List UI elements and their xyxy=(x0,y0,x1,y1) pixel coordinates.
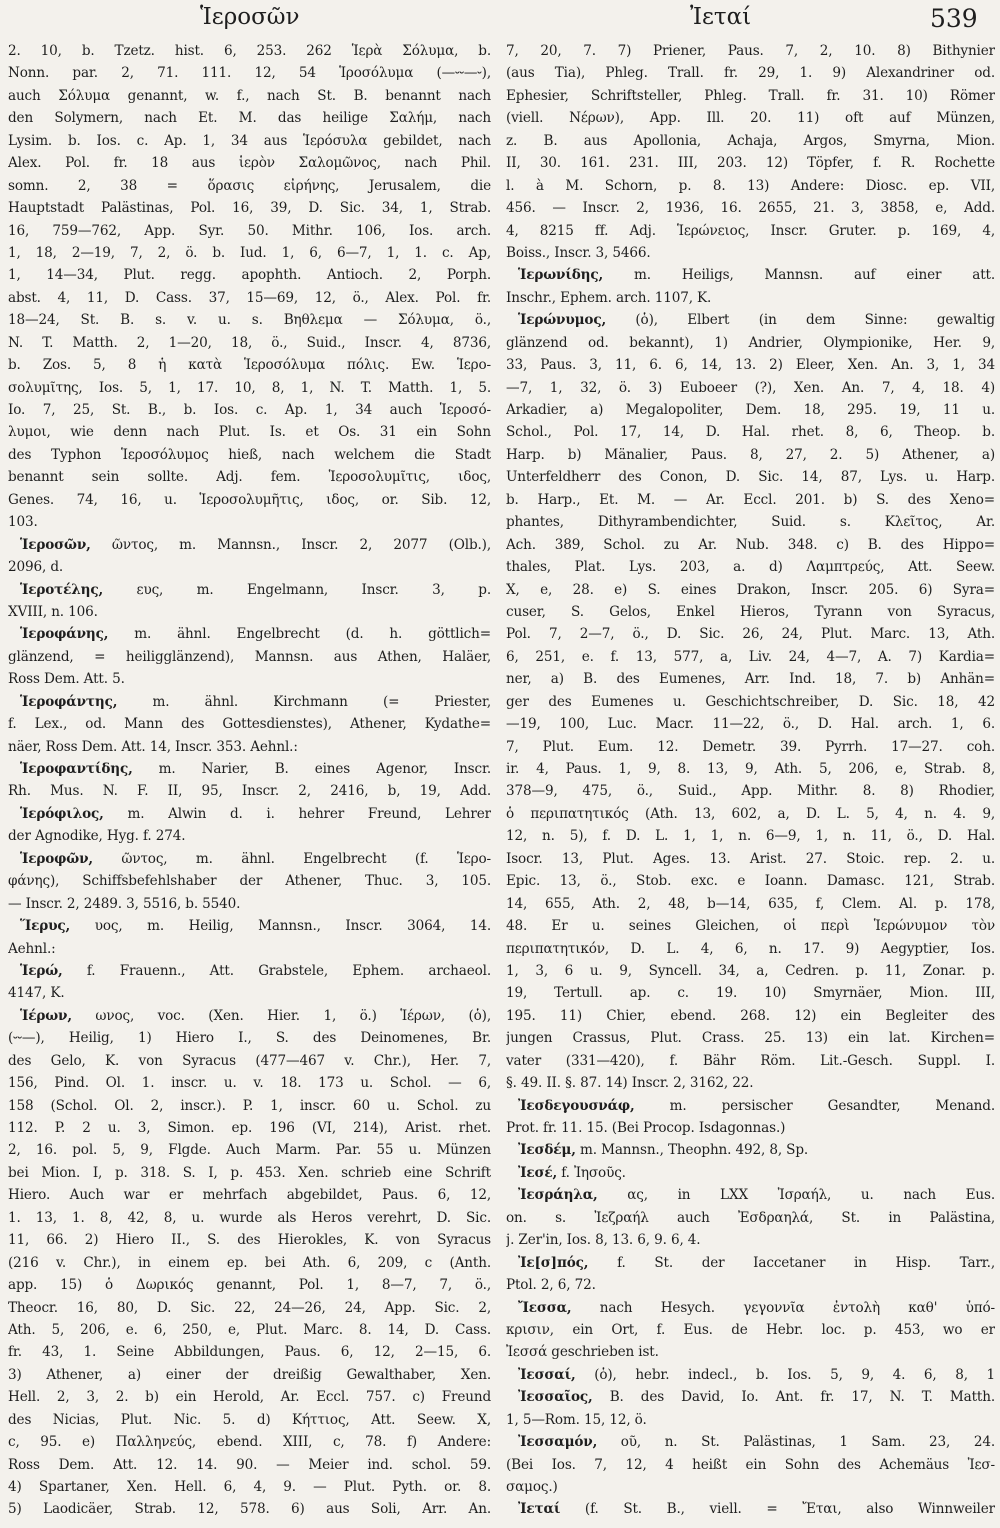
line-text: σαμος.) xyxy=(506,1479,558,1495)
line-text: (216 v. Chr.), in einem ep. bei Ath. 6, 209, c (Anth. xyxy=(8,1254,491,1271)
line-text: Isocr. 13, Plut. Ages. 13. Arist. 27. Stoic. rep. 2. u. xyxy=(506,850,995,867)
text-line xyxy=(8,803,491,825)
text-line xyxy=(8,623,491,645)
line-text: 456. — Inscr. 2, 1936, 16. 2655, 21. 3, 3858, e, Add. xyxy=(506,200,995,217)
running-head-left: Ἱεροσῶν xyxy=(200,4,300,30)
line-text: bei Mion. I, p. 318. S. I, p. 453. Xen. schrieb eine Schrift xyxy=(8,1164,491,1181)
text-line xyxy=(8,938,491,960)
line-text: m. persischer Gesandter, Menand. xyxy=(634,1097,995,1114)
line-text: λυμοι, wie denn nach Plut. Is. et Os. 31 ein Sohn xyxy=(8,424,491,441)
headword: Ἱερωνίδης, xyxy=(518,267,604,284)
text-line xyxy=(506,152,995,174)
line-text: Hiero. Auch war er mehrfach abgebildet, Paus. 6, 12, xyxy=(8,1187,491,1204)
text-line xyxy=(8,1386,491,1408)
text-line xyxy=(8,1072,491,1094)
text-line xyxy=(506,107,995,129)
text-line xyxy=(506,1476,995,1498)
line-text: περιπατητικόν, D. L. 4, 6, n. 17. 9) Aegyptier, Ios. xyxy=(506,940,995,957)
text-line xyxy=(8,197,491,219)
line-text: jungen Crassus, Plut. Crass. 25. 13) ein lat. Kirchen= xyxy=(506,1030,995,1047)
text-line xyxy=(8,1162,491,1184)
line-text: 1. 13, 1. 8, 42, 8, u. wurde als Heros verehrt, D. Sic. xyxy=(8,1209,491,1226)
line-text: app. 15) ὁ Δωρικός genannt, Pol. 1, 8—7, 7, ö., xyxy=(8,1277,491,1294)
text-line xyxy=(506,1252,995,1274)
text-line xyxy=(8,1409,491,1431)
text-line xyxy=(8,354,491,376)
headword: Ἱεροσῶν, xyxy=(20,536,91,553)
headword: Ἰεταί xyxy=(518,1501,561,1518)
line-text: 1, 18, 2—19, 7, 2, ö. b. Iud. 1, 6, 6—7, 1, 1. c. Ap, xyxy=(8,244,491,261)
line-text: κρισιν, ein Ort, f. Eus. de Hebr. loc. p. 453, wo er xyxy=(506,1321,995,1338)
text-line xyxy=(8,287,491,309)
text-line xyxy=(506,1319,995,1341)
line-text: B. des David, Io. Ant. fr. 17, N. T. Matth. xyxy=(592,1389,995,1406)
line-text: —19, 100, Luc. Macr. 11—22, ö., D. Hal. arch. 1, 6. xyxy=(506,716,995,733)
text-line xyxy=(506,242,995,264)
line-text: 16, 759—762, App. Syr. 50. Mithr. 106, Ios. arch. xyxy=(8,222,491,239)
headword: Ἱεροτέλης, xyxy=(20,581,104,598)
text-line xyxy=(506,1409,995,1431)
headword: Ἰεσσαί, xyxy=(518,1366,576,1383)
line-text: Ach. 389, Schol. zu Ar. Nub. 348. c) B. des Hippo= xyxy=(506,536,995,553)
text-line xyxy=(8,1095,491,1117)
text-line xyxy=(506,736,995,758)
line-text: Epic. 13, ö., Stob. exc. e Ioann. Damasc. 121, Strab. xyxy=(506,873,995,890)
line-text: f. Frauenn., Att. Grabstele, Ephem. archaeol. xyxy=(62,962,491,979)
line-text: c, 95. e) Παλληνεύς, ebend. XIII, c, 78. f) Andere: xyxy=(8,1434,491,1451)
text-line xyxy=(506,668,995,690)
text-line xyxy=(8,1229,491,1251)
line-text: l. à M. Schorn, p. 8. 13) Andere: Diosc. ep. VII, xyxy=(506,177,995,194)
text-line xyxy=(506,713,995,735)
headword: Ἰεσδεγουσνάφ, xyxy=(518,1097,635,1114)
text-line xyxy=(8,1498,491,1520)
text-line xyxy=(506,40,995,62)
text-line xyxy=(8,1341,491,1363)
headword: Ἱερώνυμος, xyxy=(518,312,607,329)
text-line xyxy=(506,1184,995,1206)
text-line xyxy=(8,534,491,556)
text-line xyxy=(8,1027,491,1049)
line-text: phantes, Dithyrambendichter, Suid. s. Κλεῖτος, Ar. xyxy=(506,514,995,531)
text-line xyxy=(506,1072,995,1094)
line-text: Rh. Mus. N. F. II, 95, Inscr. 2, 2416, b, 19, Add. xyxy=(8,783,491,800)
line-text: 112. P. 2 u. 3, Simon. ep. 196 (VI, 214), Arist. rhet. xyxy=(8,1120,491,1136)
line-text: benannt sein sollte. Adj. fem. Ἱεροσολυμῖτις, ιδος, xyxy=(8,469,491,486)
line-text: Prot. fr. 11. 15. (Bei Procop. Isdagonnas.) xyxy=(506,1120,786,1136)
line-text: m. Heiligs, Mannsn. auf einer att. xyxy=(603,267,995,284)
line-text: ας, in LXX Ἰσραήλ, u. nach Eus. xyxy=(597,1187,995,1204)
line-text: f. St. der Iaccetaner in Hisp. Tarr., xyxy=(588,1254,995,1271)
line-text: glänzend, = heiligglänzend), Mannsn. aus Athen, Haläer, xyxy=(8,648,491,665)
line-text: (f. St. B., viell. = Ἔται, also Winnweiler xyxy=(560,1501,995,1518)
line-text: II, 30. 161. 231. III, 203. 12) Töpfer, f. R. Rochette xyxy=(506,155,995,172)
line-text: 158 (Schol. Ol. 2, inscr.). P. 1, inscr. 60 u. Schol. zu xyxy=(8,1097,491,1114)
text-line xyxy=(8,175,491,197)
text-line xyxy=(8,220,491,242)
line-text: on. s. Ἰεζραήλ auch Ἐσδραηλά, St. in Palästina, xyxy=(506,1209,995,1226)
text-line xyxy=(8,1207,491,1229)
line-text: ῶντος, m. Mannsn., Inscr. 2, 2077 (Olb.), xyxy=(90,536,491,553)
text-line xyxy=(506,466,995,488)
text-line xyxy=(506,130,995,152)
line-text: 1, 5—Rom. 15, 12, ö. xyxy=(506,1411,647,1428)
line-text: —7, 1, 32, ö. 3) Euboeer (?), Xen. An. 7, 4, 18. 4) xyxy=(506,379,995,396)
line-text: 2. 10, b. Tzetz. hist. 6, 253. 262 Ἱερὰ Σόλυμα, b. xyxy=(8,43,491,59)
text-line xyxy=(8,1454,491,1476)
line-text: Arkadier, a) Megalopoliter, Dem. 18, 295. 19, 11 u. xyxy=(506,402,995,418)
line-text: 4) Spartaner, Xen. Hell. 6, 4, 9. — Plut. Pyth. or. 8. xyxy=(8,1479,491,1495)
text-line xyxy=(506,938,995,960)
text-line xyxy=(8,62,491,84)
text-line xyxy=(8,466,491,488)
headword: Ἱεροφάνης, xyxy=(20,626,109,643)
text-line xyxy=(8,1139,491,1161)
text-line xyxy=(8,1252,491,1274)
text-line xyxy=(506,1027,995,1049)
line-text: fr. 43, 1. Seine Abbildungen, Paus. 6, 12, 2—15, 6. xyxy=(8,1344,491,1361)
line-text: ῶντος, m. ähnl. Engelbrecht (f. Ἱερο- xyxy=(92,850,491,867)
line-text: ευς, m. Engelmann, Inscr. 3, p. xyxy=(103,581,491,598)
text-line xyxy=(8,1274,491,1296)
line-text: Io. 7, 25, St. B., b. Ios. c. Ap. 1, 34 auch Ἱεροσό- xyxy=(8,402,491,418)
line-text: m. ähnl. Engelbrecht (d. h. göttlich= xyxy=(108,626,491,643)
line-text: f. Lex., od. Mann des Gottesdienstes), Athener, Kydathe= xyxy=(8,716,491,733)
headword: Ἱεροφάντης, xyxy=(20,693,118,710)
line-text: Boiss., Inscr. 3, 5466. xyxy=(506,244,651,261)
text-line xyxy=(506,803,995,825)
text-line xyxy=(506,1297,995,1319)
text-line xyxy=(506,1050,995,1072)
text-line xyxy=(8,1005,491,1027)
line-text: (aus Tia), Phleg. Trall. fr. 29, 1. 9) Alexandriner od. xyxy=(506,65,995,82)
line-text: φάνης), Schiffsbefehlshaber der Athener, Thuc. 3, 105. xyxy=(8,873,491,890)
text-line xyxy=(506,309,995,331)
text-line xyxy=(506,780,995,802)
text-line xyxy=(506,1386,995,1408)
line-text: 378—9, 475, ö., Suid., App. Mithr. 8. 8) Rhodier, xyxy=(506,783,995,800)
line-text: z. B. aus Apollonia, Achaja, Argos, Smyrna, Mion. xyxy=(506,132,995,149)
line-text: vater (331—420), f. Bähr Röm. Lit.-Gesch. Suppl. I. xyxy=(506,1052,995,1069)
line-text: j. Zer'in, Ios. 8, 13. 6, 9. 6, 4. xyxy=(506,1232,701,1249)
text-line xyxy=(506,264,995,286)
text-line xyxy=(8,556,491,578)
text-line xyxy=(506,534,995,556)
line-text: ner, a) B. des Eumenes, Arr. Ind. 18, 7. b) Anhän= xyxy=(506,671,995,688)
line-text: Ath. 5, 206, e. 6, 250, e, Plut. Marc. 8. 14, D. Cass. xyxy=(8,1321,491,1338)
line-text: (ὁ), hebr. indecl., b. Ios. 5, 9, 4. 6, 8, 1 xyxy=(575,1366,995,1383)
text-line xyxy=(506,1454,995,1476)
text-line xyxy=(8,960,491,982)
text-line xyxy=(506,915,995,937)
text-line xyxy=(506,1274,995,1296)
headword: Ἰεσδέμ, xyxy=(518,1142,576,1159)
text-line xyxy=(506,220,995,242)
headword: Ἴεσσα, xyxy=(518,1299,572,1316)
text-line xyxy=(506,982,995,1004)
text-line xyxy=(8,85,491,107)
line-text: 5) Laodicäer, Strab. 12, 578. 6) aus Soli, Arr. An. xyxy=(8,1501,491,1518)
line-text: thales, Plat. Lys. 203, a. d) Λαμπτρεύς, Att. Seew. xyxy=(506,559,995,576)
text-line xyxy=(8,601,491,623)
text-line xyxy=(8,646,491,668)
line-text: auch Σόλυμα genannt, w. f., nach St. B. benannt nach xyxy=(8,87,491,104)
line-text: (Bei Ios. 7, 12, 4 heißt ein Sohn des Achemäus Ἰεσ- xyxy=(506,1456,995,1473)
text-line xyxy=(8,713,491,735)
text-line xyxy=(8,152,491,174)
text-line xyxy=(8,893,491,915)
line-text: Harp. b) Mänalier, Paus. 8, 27, 2. 5) Athener, a) xyxy=(506,446,995,463)
line-text: (viell. Νέρων), App. Ill. 20. 11) oft auf Münzen, xyxy=(506,110,995,127)
headword: Ἱερόφιλος, xyxy=(20,805,104,822)
line-text: Pol. 7, 2—7, ö., D. Sic. 26, 24, Plut. Marc. 13, Ath. xyxy=(506,626,995,643)
headword: Ἰεσσαῖος, xyxy=(518,1389,593,1406)
text-line xyxy=(506,354,995,376)
text-line xyxy=(8,1319,491,1341)
right-column xyxy=(506,40,995,1521)
text-line xyxy=(506,1207,995,1229)
text-line xyxy=(8,264,491,286)
line-text: ger des Eumenes u. Geschichtschreiber, D. Sic. 18, 42 xyxy=(506,693,995,710)
text-line xyxy=(506,197,995,219)
line-text: Theocr. 16, 80, D. Sic. 22, 24—26, 24, App. Sic. 2, xyxy=(8,1299,491,1316)
text-line xyxy=(8,1476,491,1498)
text-line xyxy=(506,399,995,421)
line-text: Ptol. 2, 6, 72. xyxy=(506,1277,596,1294)
text-line xyxy=(8,691,491,713)
text-line xyxy=(506,623,995,645)
line-text: m. Alwin d. i. hehrer Freund, Lehrer xyxy=(103,805,491,822)
text-line xyxy=(506,601,995,623)
text-line xyxy=(506,1162,995,1184)
text-line xyxy=(8,332,491,354)
running-head-right: Ἰεταί xyxy=(690,4,752,30)
line-text: 1, 3, 6 u. 9, Syncell. 34, a, Cedren. p. 11, Zonar. p. xyxy=(506,962,995,979)
line-text: den Solymern, nach Et. M. das heilige Σαλήμ, nach xyxy=(8,110,491,127)
line-text: Ἰεσσά geschrieben ist. xyxy=(506,1344,659,1361)
text-line xyxy=(8,668,491,690)
left-column xyxy=(8,40,491,1521)
text-line xyxy=(8,915,491,937)
line-text: abst. 4, 11, D. Cass. 37, 15—69, 12, ö., Alex. Pol. fr. xyxy=(8,289,491,306)
line-text: Ross Dem. Att. 12. 14. 90. — Meier ind. schol. 59. xyxy=(8,1456,491,1473)
line-text: N. T. Matth. 2, 1—20, 18, ö., Suid., Inscr. 4, 8736, xyxy=(8,334,491,351)
text-line xyxy=(506,62,995,84)
line-text: Aehnl.: xyxy=(8,940,56,957)
line-text: nach Hesych. γεγοννῖα ἐντολὴ καθ' ὑπό- xyxy=(571,1299,995,1316)
line-text: 18—24, St. B. s. v. u. s. Βηθλεμα — Σόλυμα, ö., xyxy=(8,312,491,329)
text-line xyxy=(506,444,995,466)
line-text: (ὁ), Elbert (in dem Sinne: gewaltig xyxy=(606,312,995,329)
line-text: Hell. 2, 3, 2. b) ein Herold, Ar. Eccl. 757. c) Freund xyxy=(8,1389,491,1406)
line-text: cuser, S. Gelos, Enkel Hieros, Tyrann von Syracus, xyxy=(506,603,995,620)
line-text: Nonn. par. 2, 71. 111. 12, 54 Ἱροσόλυμα (—⏑⏑—⏑), xyxy=(8,65,491,82)
text-line xyxy=(506,579,995,601)
text-line xyxy=(8,107,491,129)
line-text: 19, Tertull. ap. c. 19. 10) Smyrnäer, Mion. III, xyxy=(506,985,995,1002)
text-line xyxy=(506,556,995,578)
text-line xyxy=(8,130,491,152)
headword: Ἰεσράηλα, xyxy=(518,1187,598,1204)
line-text: der Agnodike, Hyg. f. 274. xyxy=(8,828,186,845)
line-text: υος, m. Heilig, Mannsn., Inscr. 3064, 14. xyxy=(70,918,491,935)
line-text: Inschr., Ephem. arch. 1107, K. xyxy=(506,289,712,306)
line-text: näer, Ross Dem. Att. 14, Inscr. 353. Aehnl.: xyxy=(8,738,298,755)
text-line xyxy=(8,780,491,802)
line-text: Alex. Pol. fr. 18 aus ἱερὸν Σαλομῶνος, nach Phil. xyxy=(8,155,491,172)
line-text: 7, Plut. Eum. 12. Demetr. 39. Pyrrh. 17—27. coh. xyxy=(506,738,995,755)
line-text: Schol., Pol. 17, 14, D. Hal. rhet. 8, 6, Theop. b. xyxy=(506,424,995,441)
line-text: glänzend od. bekannt), 1) Andrier, Olympionike, Her. 9, xyxy=(506,334,995,351)
text-line xyxy=(506,691,995,713)
line-text: b. Zos. 5, 8 ἡ κατὰ Ἱεροσόλυμα πόλις. Ew. Ἱερο- xyxy=(8,357,491,374)
text-line xyxy=(8,1364,491,1386)
text-line xyxy=(506,287,995,309)
text-line xyxy=(8,758,491,780)
text-line xyxy=(506,646,995,668)
text-line xyxy=(506,511,995,533)
line-text: m. ähnl. Kirchmann (= Priester, xyxy=(117,693,491,710)
line-text: 156, Pind. Ol. 1. inscr. u. v. 18. 173 u. Schol. — 6, xyxy=(8,1075,491,1092)
line-text: Lysim. b. Ios. c. Ap. 1, 34 aus Ἱερόσυλα gebildet, nach xyxy=(8,132,491,149)
line-text: Ross Dem. Att. 5. xyxy=(8,671,125,688)
text-line xyxy=(506,1005,995,1027)
text-line xyxy=(506,1095,995,1117)
line-text: Genes. 74, 16, u. Ἱεροσολυμῆτις, ιδος, or. Sib. 12, xyxy=(8,491,491,508)
text-line xyxy=(8,511,491,533)
headword: Ἰεσέ, xyxy=(518,1164,558,1181)
line-text: 33, Paus. 3, 11, 6. 6, 14, 13. 2) Eleer, Xen. An. 3, 1, 34 xyxy=(506,357,995,374)
line-text: 7, 20, 7. 7) Priener, Paus. 7, 2, 10. 8) Bithynier xyxy=(506,43,995,59)
line-text: Hauptstadt Palästinas, Pol. 16, 39, D. Sic. 34, 1, Strab. xyxy=(8,200,491,217)
line-text: 195. 11) Chier, ebend. 268. 12) ein Begleiter des xyxy=(506,1007,995,1024)
line-text: Ephesier, Schriftsteller, Phleg. Trall. fr. 31. 10) Römer xyxy=(506,87,995,104)
text-line xyxy=(8,444,491,466)
line-text: m. Narier, B. eines Agenor, Inscr. xyxy=(132,761,491,777)
text-line xyxy=(506,332,995,354)
line-text: f. Ἰησοῦς. xyxy=(557,1164,626,1181)
text-line xyxy=(8,309,491,331)
line-text: 103. xyxy=(8,514,38,531)
line-text: 4147, K. xyxy=(8,985,65,1002)
line-text: Unterfeldherr des Conon, D. Sic. 14, 87, Lys. u. Harp. xyxy=(506,469,995,486)
line-text: XVIII, n. 106. xyxy=(8,603,98,620)
line-text: 2096, d. xyxy=(8,559,64,576)
text-line xyxy=(8,579,491,601)
line-text: ωνος, voc. (Xen. Hier. 1, ö.) Ἱέρων, (ὁ), xyxy=(71,1007,491,1024)
line-text: 14, 655, Ath. 2, 48, b—14, 635, f, Clem. Al. p. 178, xyxy=(506,895,995,912)
text-line xyxy=(506,1341,995,1363)
headword: Ἰε[σ]πός, xyxy=(518,1254,589,1271)
text-line xyxy=(506,893,995,915)
headword: Ἱέρων, xyxy=(20,1007,72,1024)
line-text: des Typhon Ἱεροσόλυμος hieß, nach welchem die Stadt xyxy=(8,446,491,463)
headword: Ἰεσσαμόν, xyxy=(518,1434,598,1451)
text-line xyxy=(8,399,491,421)
text-line xyxy=(506,175,995,197)
line-text: b. Harp., Et. M. — Ar. Eccl. 201. b) S. des Xeno= xyxy=(506,491,995,508)
text-line xyxy=(8,1297,491,1319)
text-line xyxy=(8,1117,491,1139)
text-line xyxy=(8,377,491,399)
text-line xyxy=(8,982,491,1004)
line-text: ir. 4, Paus. 1, 9, 8. 13, 9, Ath. 5, 206, e, Strab. 8, xyxy=(506,761,995,777)
text-line xyxy=(8,489,491,511)
text-line xyxy=(506,1139,995,1161)
text-line xyxy=(8,825,491,847)
line-text: 3) Athener, a) einer der dreißig Gewalthaber, Xen. xyxy=(8,1366,491,1383)
line-text: 11, 66. 2) Hiero II., S. des Hierokles, K. von Syracus xyxy=(8,1232,491,1249)
line-text: des Nicias, Plut. Nic. 5. d) Κήττιος, Att. Seew. X, xyxy=(8,1411,491,1428)
line-text: 48. Er u. seines Gleichen, οἱ περὶ Ἱερώνυμον τὸν xyxy=(506,918,995,935)
text-line xyxy=(506,489,995,511)
line-text: X, e, 28. e) S. eines Drakon, Inscr. 205. 6) Syra= xyxy=(506,581,995,598)
headword: Ἱερώ, xyxy=(20,962,63,979)
headword: Ἱεροφῶν, xyxy=(20,850,93,867)
text-line xyxy=(8,1050,491,1072)
line-text: des Gelo, K. von Syracus (477—467 v. Chr.), Her. 7, xyxy=(8,1052,491,1069)
text-line xyxy=(8,40,491,62)
text-line xyxy=(506,825,995,847)
text-line xyxy=(506,848,995,870)
text-line xyxy=(506,1364,995,1386)
headword: Ἱεροφαντίδης, xyxy=(20,761,133,777)
text-line xyxy=(8,421,491,443)
line-text: 4, 8215 ff. Adj. Ἱερώνειος, Inscr. Gruter. p. 169, 4, xyxy=(506,222,995,239)
text-line xyxy=(8,870,491,892)
line-text: οῦ, n. St. Palästinas, 1 Sam. 23, 24. xyxy=(597,1434,995,1451)
line-text: — Inscr. 2, 2489. 3, 5516, b. 5540. xyxy=(8,895,241,912)
text-line xyxy=(506,1229,995,1251)
text-line xyxy=(506,1117,995,1139)
line-text: ὁ περιπατητικός (Ath. 13, 602, a, D. L. 5, 4, n. 4. 9, xyxy=(506,805,995,822)
text-line xyxy=(8,1431,491,1453)
line-text: σολυμῖτης, Ios. 5, 1, 17. 10, 8, 1, N. T. Matth. 1, 5. xyxy=(8,379,491,396)
line-text: somn. 2, 38 = ὅρασις εἰρήνης, Jerusalem, die xyxy=(8,177,491,194)
text-line xyxy=(506,960,995,982)
line-text: 1, 14—34, Plut. regg. apophth. Antioch. 2, Porph. xyxy=(8,267,491,284)
text-line xyxy=(8,242,491,264)
text-line xyxy=(8,736,491,758)
text-line xyxy=(8,848,491,870)
page-number: 539 xyxy=(930,4,978,33)
line-text: 2, 16. pol. 5, 9, Flgde. Auch Marm. Par. 55 u. Münzen xyxy=(8,1142,491,1159)
line-text: (⏑⏑—), Heilig, 1) Hiero I., S. des Deinomenes, Br. xyxy=(8,1030,491,1047)
text-line xyxy=(506,377,995,399)
text-line xyxy=(506,758,995,780)
line-text: 12, n. 5), f. D. L. 1, 1, n. 6—9, 1, n. 11, ö., D. Hal. xyxy=(506,828,995,845)
line-text: §. 49. II. §. 87. 14) Inscr. 2, 3162, 22. xyxy=(506,1075,754,1092)
text-line xyxy=(506,870,995,892)
text-line xyxy=(8,1184,491,1206)
headword: Ἵερυς, xyxy=(20,918,71,935)
line-text: m. Mannsn., Theophn. 492, 8, Sp. xyxy=(575,1142,809,1159)
text-line xyxy=(506,1431,995,1453)
text-line xyxy=(506,1498,995,1520)
text-line xyxy=(506,85,995,107)
line-text: 6, 251, e. f. 13, 577, a, Liv. 24, 4—7, A. 7) Kardia= xyxy=(506,648,995,665)
text-line xyxy=(506,421,995,443)
